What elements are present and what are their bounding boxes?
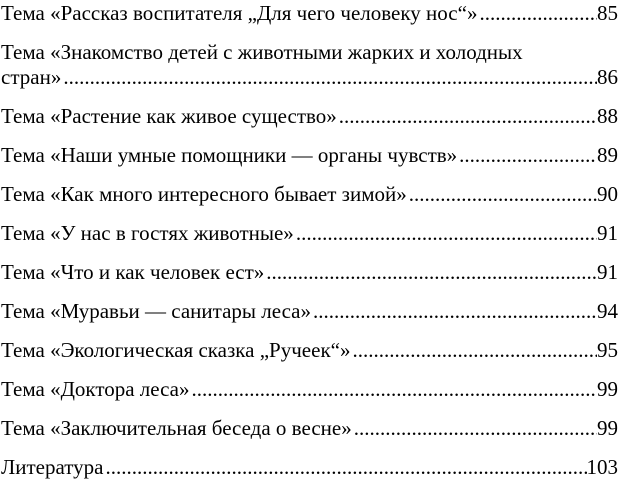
dot-leader [477,1,597,26]
toc-entry-title: Тема «Растение как живое существо» [1,104,337,128]
toc-entry-page-number: 103 [586,455,618,479]
toc-entry-page-number: 85 [597,1,618,25]
toc-entry [1,260,618,285]
toc-entry [1,416,618,441]
toc-entry-page-number: 99 [597,416,618,440]
toc-entry-page-number: 90 [597,182,618,206]
dot-leader [190,377,597,402]
toc-entry-title: Тема «Заключительная беседа о весне» [1,416,352,440]
toc-entry-title: Литература [1,455,104,479]
toc-entry [1,338,618,363]
toc-entry [1,221,618,246]
dot-leader [103,455,586,480]
toc-entry-title-continued: стран» [1,65,62,89]
toc-entry-page-number: 91 [597,221,618,245]
dot-leader [264,260,597,285]
dot-leader [61,65,597,90]
dot-leader [352,416,597,441]
toc-entry [1,40,618,90]
dot-leader [311,299,597,324]
dot-leader [294,221,597,246]
toc-entry-title: Тема «Что и как человек ест» [1,260,265,284]
toc-entry [1,182,618,207]
toc-entry-title: Тема «Знакомство детей с животными жарких и холодных [1,40,523,64]
dot-leader [407,182,597,207]
toc-entry-title: Тема «Как много интересного бывает зимой» [1,182,407,206]
toc-entry-page-number: 91 [597,260,618,284]
toc-entry [1,455,618,480]
toc-entry [1,377,618,402]
toc-entry-page-number: 94 [597,299,618,323]
toc-entry-line [1,65,618,90]
toc-entry-title: Тема «Рассказ воспитателя „Для чего человеку нос“» [1,1,478,25]
toc-entry-page-number: 89 [597,143,618,167]
toc-entry-page-number: 86 [597,65,618,89]
toc-entry [1,299,618,324]
toc-entry-title: Тема «Наши умные помощники — органы чувств» [1,143,458,167]
toc-entry-page-number: 99 [597,377,618,401]
toc-entry-title: Тема «У нас в гостях животные» [1,221,294,245]
dot-leader [350,338,597,363]
toc-entry [1,1,618,26]
toc-entry-page-number: 88 [597,104,618,128]
toc-entry-title: Тема «Муравьи — санитары леса» [1,299,311,323]
toc-entry-title: Тема «Доктора леса» [1,377,190,401]
toc-entry [1,104,618,129]
toc-entry [1,143,618,168]
dot-leader [337,104,597,129]
dot-leader [457,143,597,168]
toc-entry-page-number: 95 [597,338,618,362]
toc-entry-title: Тема «Экологическая сказка „Ручеек“» [1,338,351,362]
